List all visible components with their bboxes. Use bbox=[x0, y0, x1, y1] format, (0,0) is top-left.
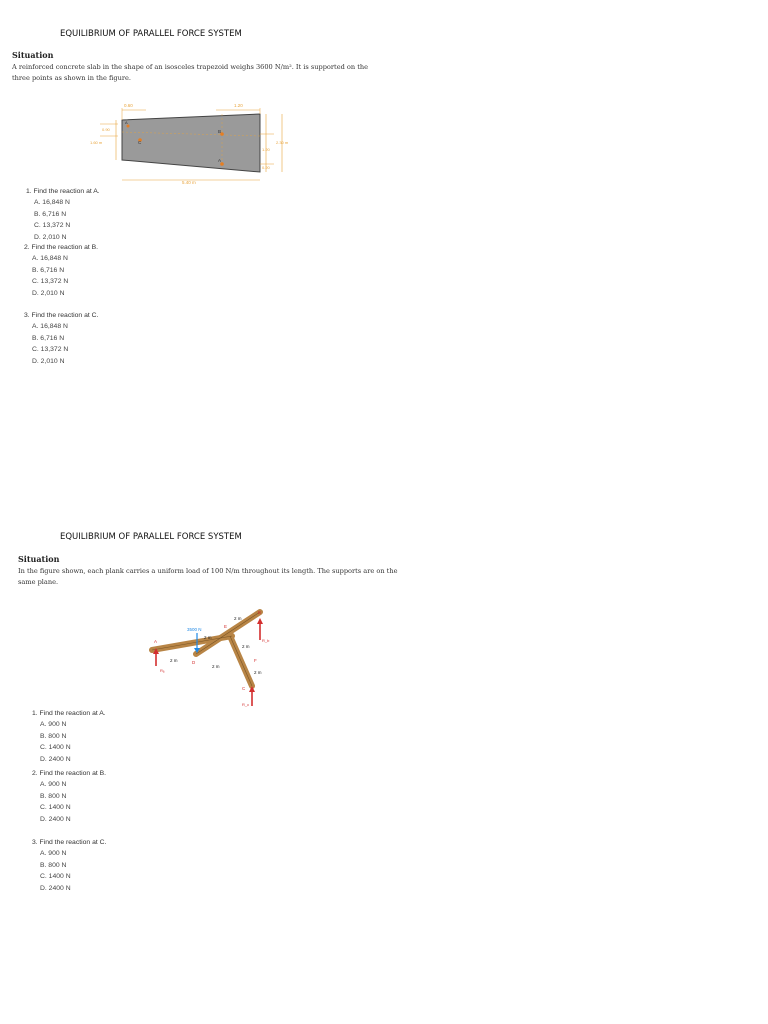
question-text: 3. Find the reaction at C. bbox=[32, 839, 107, 846]
point-label-b: B bbox=[218, 129, 222, 134]
load-label: 3500 N bbox=[187, 627, 202, 632]
answer-option: A. 900 N bbox=[40, 850, 67, 858]
trapezoid-slab-figure bbox=[88, 100, 308, 190]
answer-option: A. 900 N bbox=[40, 781, 67, 789]
answer-option: B. 6,716 N bbox=[32, 334, 65, 342]
answer-option: C. 13,372 N bbox=[32, 278, 69, 286]
dim-label-left-height: 1.60 m bbox=[90, 140, 103, 145]
question-1 bbox=[32, 708, 106, 765]
plank-system-figure bbox=[148, 606, 270, 710]
dim-label-top-right: 1.20 bbox=[234, 103, 243, 108]
answer-option: B. 800 N bbox=[40, 732, 67, 740]
answer-option: D. 2,010 N bbox=[32, 289, 65, 297]
answer-option: C. 1400 N bbox=[40, 873, 71, 881]
point-label-c: C bbox=[242, 686, 246, 691]
answer-option: D. 2,010 N bbox=[32, 357, 65, 365]
trapezoid-slab bbox=[122, 114, 260, 172]
answer-option: C. 13,372 N bbox=[32, 346, 69, 354]
dim-label: 2 m bbox=[254, 670, 262, 675]
question-3 bbox=[32, 837, 106, 894]
dim-label-top-left: 0.60 bbox=[124, 103, 133, 108]
point-label-d: D bbox=[192, 660, 196, 665]
answer-option: A. 16,848 N bbox=[32, 323, 68, 331]
reaction-label-a: Rₐ bbox=[160, 668, 165, 673]
point-label-f: F bbox=[254, 658, 257, 663]
answer-option: A. 16,848 N bbox=[32, 255, 68, 263]
answer-option: D. 2400 N bbox=[40, 755, 71, 763]
dim-label: 2 m bbox=[170, 658, 178, 663]
point-label-e: E bbox=[224, 624, 228, 629]
reaction-label-b: R_b bbox=[262, 638, 270, 643]
situation-text: A reinforced concrete slab in the shape of an isosceles trapezoid weighs 3600 N/m². It is supported on the three points as shown in the figure. bbox=[12, 63, 369, 82]
question-2 bbox=[32, 768, 106, 825]
point-label-c: C bbox=[138, 140, 142, 145]
reaction-arrowhead bbox=[257, 618, 263, 624]
answer-option: B. 800 N bbox=[40, 792, 67, 800]
question-1 bbox=[26, 186, 100, 243]
question-text: 3. Find the reaction at C. bbox=[24, 312, 99, 319]
answer-option: C. 13,372 N bbox=[34, 222, 71, 230]
question-text: 2. Find the reaction at B. bbox=[32, 770, 107, 777]
answer-option: C. 1400 N bbox=[40, 804, 71, 812]
answer-option: B. 6,716 N bbox=[32, 266, 65, 274]
section-title: EQUILIBRIUM OF PARALLEL FORCE SYSTEM bbox=[60, 29, 242, 39]
reaction-label-c: R_c bbox=[242, 702, 250, 707]
answer-option: D. 2400 N bbox=[40, 815, 71, 823]
point-label-b: B bbox=[258, 610, 262, 615]
situation-heading: Situation bbox=[12, 50, 54, 60]
dim-label-right-height: 2.30 m bbox=[276, 140, 289, 145]
question-text: 1. Find the reaction at A. bbox=[32, 710, 106, 717]
point-label-a-bottom: A bbox=[218, 158, 222, 163]
answer-option: A. 900 N bbox=[40, 721, 67, 729]
point-label-a-top: A bbox=[125, 120, 128, 125]
dim-label: 2 m bbox=[212, 664, 220, 669]
situation-heading: Situation bbox=[18, 554, 60, 564]
answer-option: A. 16,848 N bbox=[34, 199, 70, 207]
dim-label-right-mid: 1.20 bbox=[262, 147, 270, 152]
question-text: 2. Find the reaction at B. bbox=[24, 244, 99, 251]
dim-label: 2 m bbox=[204, 635, 212, 640]
section-title: EQUILIBRIUM OF PARALLEL FORCE SYSTEM bbox=[60, 532, 242, 542]
situation-text: In the figure shown, each plank carries a uniform load of 100 N/m throughout its length. The supports are on the same plane. bbox=[18, 567, 398, 586]
dim-label-left-small: 0.90 bbox=[102, 127, 110, 132]
question-text: 1. Find the reaction at A. bbox=[26, 188, 100, 195]
answer-option: B. 800 N bbox=[40, 861, 67, 869]
dim-label-bottom: 5.40 m bbox=[182, 180, 196, 185]
point-label-a: A bbox=[154, 639, 158, 644]
question-2 bbox=[24, 242, 98, 299]
answer-option: C. 1400 N bbox=[40, 744, 71, 752]
dim-label: 2 m bbox=[234, 616, 242, 621]
answer-option: D. 2,010 N bbox=[34, 233, 67, 241]
plank-edge bbox=[196, 612, 260, 654]
answer-option: D. 2400 N bbox=[40, 884, 71, 892]
dim-label-right-small: 0.20 bbox=[262, 165, 270, 170]
answer-option: B. 6,716 N bbox=[34, 210, 67, 218]
question-3 bbox=[24, 310, 98, 367]
dim-label: 2 m bbox=[242, 644, 250, 649]
